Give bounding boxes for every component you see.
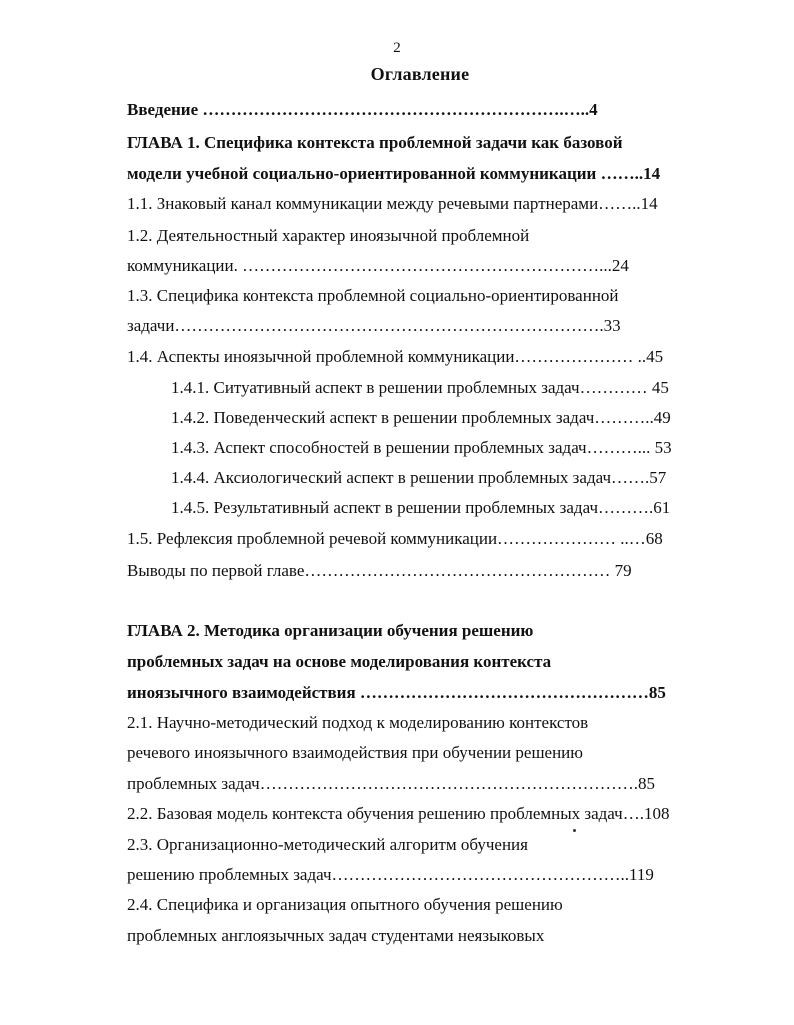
toc-section-2-2: 2.2. Базовая модель контекста обучения решению проблемных задач….108	[127, 804, 670, 823]
toc-section-2-3: решению проблемных задач……………………………………………..119	[127, 865, 654, 884]
toc-section-1-3: задачи………………………………………………………………….33	[127, 316, 621, 335]
toc-section-1-2: 1.2. Деятельностный характер иноязычной проблемной	[127, 226, 530, 245]
toc-section-1-1: 1.1. Знаковый канал коммуникации между речевыми партнерами……..14	[127, 194, 658, 213]
scan-speck	[573, 829, 576, 832]
toc-intro: Введение ……………………………………………………….…..4	[127, 100, 598, 119]
toc-section-2-4: проблемных англоязычных задач студентами неязыковых	[127, 926, 545, 945]
toc-subsection-1-4-5: 1.4.5. Результативный аспект в решении проблемных задач……….61	[171, 498, 671, 517]
toc-chapter-2-title: ГЛАВА 2. Методика организации обучения решению	[127, 621, 534, 640]
page-title: Оглавление	[370, 64, 470, 84]
page-number: 2	[393, 40, 401, 56]
toc-section-2-4: 2.4. Специфика и организация опытного обучения решению	[127, 895, 563, 914]
toc-subsection-1-4-4: 1.4.4. Аксиологический аспект в решении проблемных задач…….57	[171, 468, 667, 487]
toc-section-2-1: проблемных задач………………………………………………………….85	[127, 774, 655, 793]
toc-chapter-2-title: проблемных задач на основе моделирования контекста	[127, 652, 552, 671]
toc-section-1-2: коммуникации. ………………………………………………………...24	[127, 256, 629, 275]
toc-chapter-1-title: ГЛАВА 1. Специфика контекста проблемной задачи как базовой	[127, 133, 623, 152]
toc-subsection-1-4-3: 1.4.3. Аспект способностей в решении проблемных задач………... 53	[171, 438, 672, 457]
toc-conclusions-1: Выводы по первой главе……………………………………………… 79	[127, 561, 632, 580]
toc-subsection-1-4-2: 1.4.2. Поведенческий аспект в решении проблемных задач………..49	[171, 408, 671, 427]
toc-section-1-4: 1.4. Аспекты иноязычной проблемной коммуникации………………… ..45	[127, 347, 664, 366]
toc-section-2-1: речевого иноязычного взаимодействия при обучении решению	[127, 743, 583, 762]
toc-section-1-3: 1.3. Специфика контекста проблемной социально-ориентированной	[127, 286, 619, 305]
toc-subsection-1-4-1: 1.4.1. Ситуативный аспект в решении проблемных задач………… 45	[171, 378, 669, 397]
toc-section-1-5: 1.5. Рефлексия проблемной речевой коммуникации………………… ..…68	[127, 529, 663, 548]
toc-chapter-2-title: иноязычного взаимодействия ……………………………………………85	[127, 683, 666, 702]
toc-chapter-1-title: модели учебной социально-ориентированной коммуникации ……..14	[127, 164, 661, 183]
toc-section-2-3: 2.3. Организационно-методический алгоритм обучения	[127, 835, 528, 854]
toc-section-2-1: 2.1. Научно-методический подход к моделированию контекстов	[127, 713, 589, 732]
